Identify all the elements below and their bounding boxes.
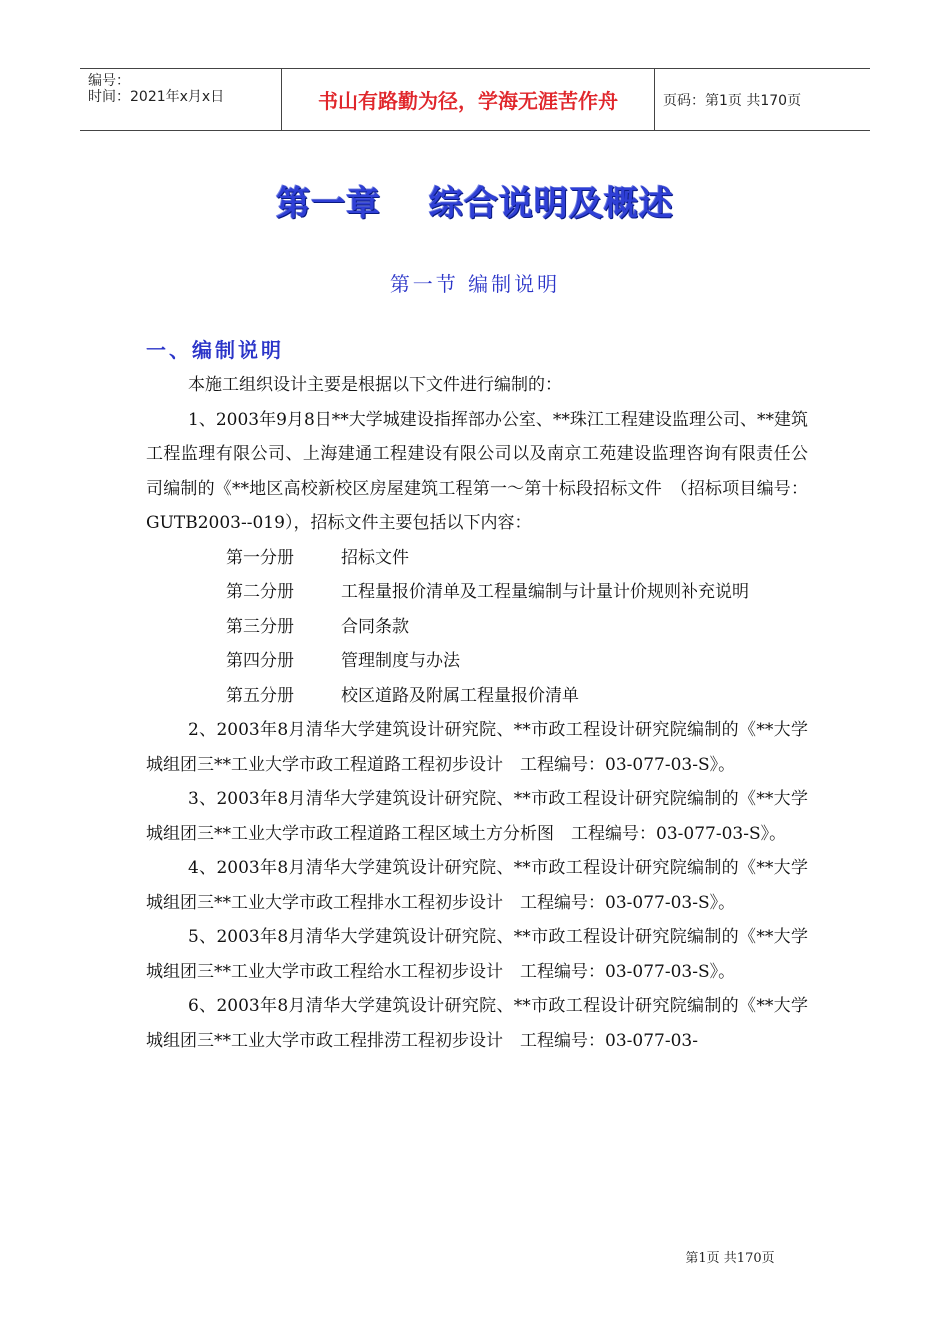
volume-desc: 管理制度与办法 [341, 651, 460, 671]
header-motto: 书山有路勤为径，学海无涯苦作舟 [318, 89, 618, 113]
page-footer: 第1页 共170页 [685, 1251, 775, 1266]
intro-paragraph: 本施工组织设计主要是根据以下文件进行编制的： [188, 375, 562, 395]
volume-name: 第五分册 [226, 685, 294, 706]
paragraph-item-1: 1、2003年9月8日**大学城建设指挥部办公室、**珠江工程建设监理公司、**建筑工程监理有限公司、上海建通工程建设有限公司以及南京工苑建设监理咨询有限责任公司编制的《**地区高校新校区房屋建筑工程第一～第十标段招标文件 （招标项目编号：GUTB2003--019），招标文件主要包括以下内容： [146, 409, 808, 533]
volume-desc: 校区道路及附属工程量报价清单 [341, 685, 579, 706]
chapter-title: 第一章 综合说明及概述 [276, 184, 674, 224]
paragraph-item-3: 3、2003年8月清华大学建筑设计研究院、**市政工程设计研究院编制的《**大学城组团三**工业大学市政工程道路工程区域土方分析图 工程编号：03-077-03-S》。 [146, 789, 808, 844]
volume-desc: 招标文件 [341, 547, 409, 568]
paragraph-item-6: 6、2003年8月清华大学建筑设计研究院、**市政工程设计研究院编制的《**大学城组团三**工业大学市政工程排涝工程初步设计 工程编号：03-077-03- [146, 996, 808, 1051]
volume-name: 第四分册 [226, 651, 294, 671]
volume-name: 第三分册 [226, 616, 294, 637]
volume-name: 第一分册 [226, 547, 294, 568]
paragraph-item-2: 2、2003年8月清华大学建筑设计研究院、**市政工程设计研究院编制的《**大学城组团三**工业大学市政工程道路工程初步设计 工程编号：03-077-03-S》。 [146, 720, 808, 775]
section-title: 第一节 编制说明 [389, 272, 561, 296]
volume-row [146, 679, 808, 714]
volume-row [146, 541, 808, 576]
header-meta-cell [80, 69, 281, 130]
volume-desc: 工程量报价清单及工程量编制与计量计价规则补充说明 [341, 582, 749, 602]
volume-name: 第二分册 [226, 582, 294, 602]
volume-desc: 合同条款 [341, 616, 409, 637]
time-label: 时间：2021年x月x日 [88, 89, 225, 105]
header-page-info: 页码：第1页 共170页 [663, 92, 802, 109]
number-label: 编号： [88, 73, 130, 89]
paragraph-item-5: 5、2003年8月清华大学建筑设计研究院、**市政工程设计研究院编制的《**大学城组团三**工业大学市政工程给水工程初步设计 工程编号：03-077-03-S》。 [146, 927, 808, 982]
volume-row [146, 644, 808, 679]
page-header [80, 68, 870, 131]
document-body [146, 368, 808, 1058]
paragraph-item-4: 4、2003年8月清华大学建筑设计研究院、**市政工程设计研究院编制的《**大学城组团三**工业大学市政工程排水工程初步设计 工程编号：03-077-03-S》。 [146, 858, 808, 913]
subheading: 一、编制说明 [146, 338, 284, 362]
header-divider [654, 69, 655, 130]
volume-row [146, 610, 808, 645]
volume-row [146, 575, 808, 610]
